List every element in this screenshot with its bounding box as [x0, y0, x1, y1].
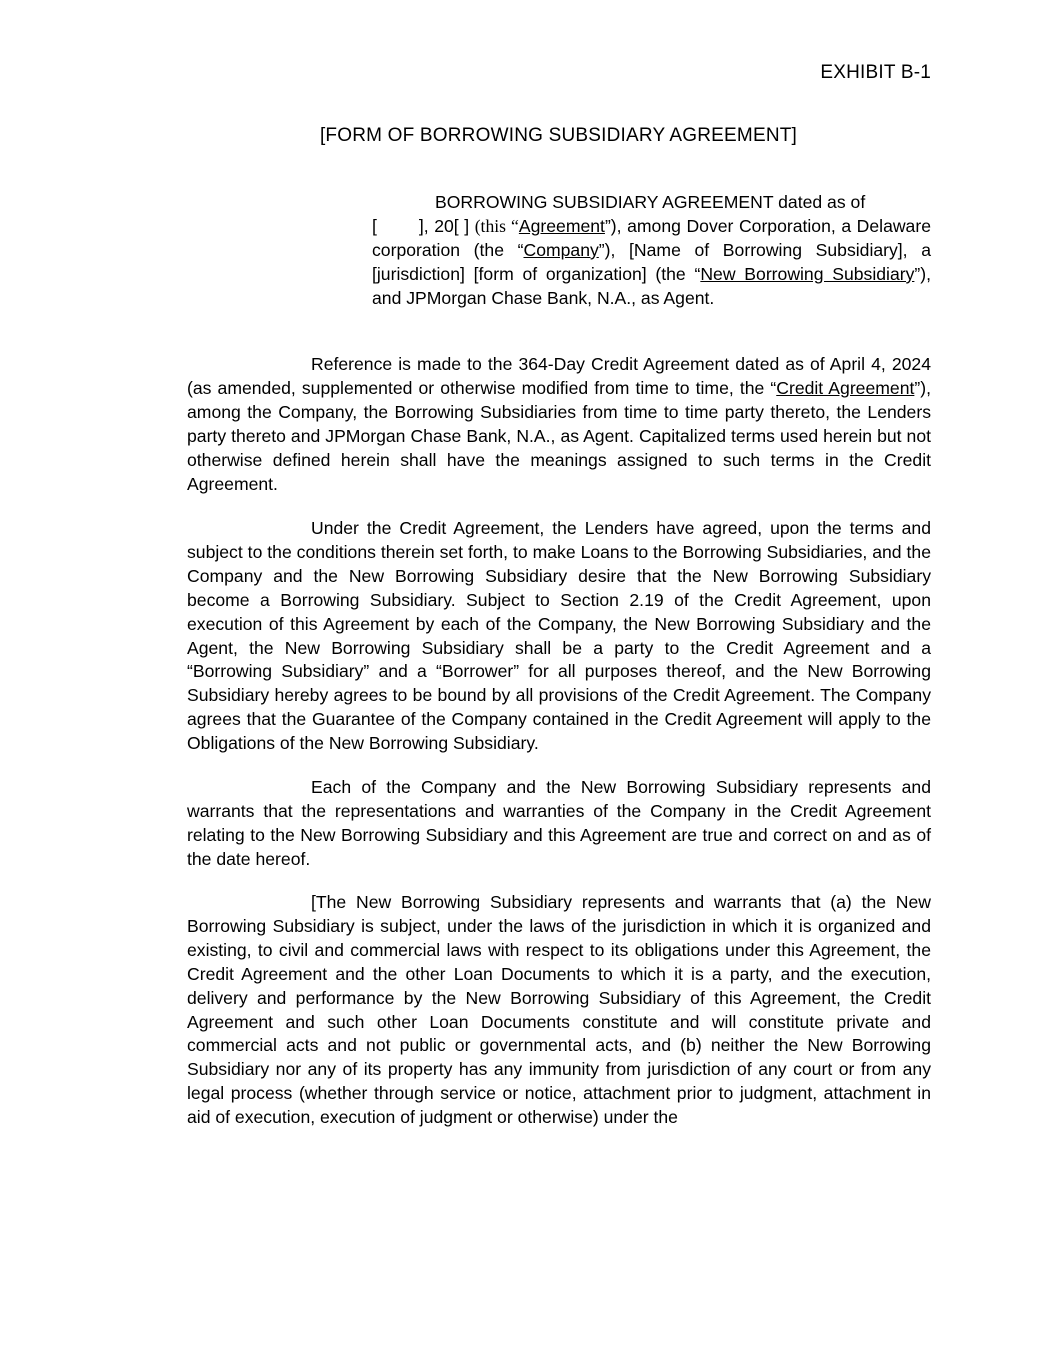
name-part-text: ”), [Name of Borrowing Subsidiary], a [jurisdiction] [form of organization] (the “: [372, 240, 931, 284]
paragraph-1-after: ”), among the Company, the Borrowing Subsidiaries from time to time party thereto, the Lenders party thereto and JPMorgan Chase Bank, N.A., as Agent. Capitalized terms used herein but not otherwise defined herein shall have the meanings assigned to such terms in the Credit Agreement.: [187, 377, 931, 494]
agreement-intro-block: [372, 190, 931, 310]
agreement-term: Agreement: [518, 216, 605, 236]
intro-tail-text: ”), and JPMorgan Chase Bank, N.A., as Agent.: [372, 264, 932, 308]
paragraph-reference: [187, 353, 931, 496]
paragraph-4-text: [The New Borrowing Subsidiary represents and warrants that (a) the New Borrowing Subsidiary is subject, under the laws of the jurisdiction in which it is organized and existing, to civil and commercial laws with respect to its obligations under this Agreement, the Credit Agreement and the other Loan Documents to which it is a party, and the execution, delivery and performance by the New Borrowing Subsidiary of this Agreement, the Credit Agreement and such other Loan Documents constitute and will constitute private and commercial acts and not public or governmental acts, and (b) neither the New Borrowing Subsidiary nor any of its property has any immunity from jurisdiction of any court or from any legal process (whether through service or notice, attachment prior to judgment, attachment in aid of execution, execution of judgment or otherwise) under the: [187, 892, 931, 1128]
date-bracket-open: [: [372, 216, 377, 236]
paragraph-2-text: Under the Credit Agreement, the Lenders have agreed, upon the terms and subject to the conditions therein set forth, to make Loans to the Borrowing Subsidiaries, and the Company and the New Borrowing Subsidiary desire that the New Borrowing Subsidiary become a Borrowing Subsidiary. Subject to Section 2.19 of the Credit Agreement, upon execution of this Agreement by each of the Company, the New Borrowing Subsidiary and the Agent, the New Borrowing Subsidiary shall be a party to the Credit Agreement and a “Borrowing Subsidiary” and a “Borrower” for all purposes thereof, and the New Borrowing Subsidiary hereby agrees to be bound by all provisions of the Credit Agreement. The Company agrees that the Guarantee of the Company contained in the Credit Agreement will apply to the Obligations of the New Borrowing Subsidiary.: [187, 518, 931, 754]
paragraph-representations: [187, 776, 931, 872]
paragraph-immunity: [187, 891, 931, 1130]
new-subsidiary-term: New Borrowing Subsidiary: [700, 264, 915, 284]
company-term: Company: [523, 240, 599, 260]
credit-agreement-term: Credit Agreement: [776, 377, 915, 398]
intro-title: BORROWING SUBSIDIARY AGREEMENT dated as of: [435, 192, 866, 212]
exhibit-label: EXHIBIT B-1: [820, 62, 931, 83]
paragraph-text: [187, 353, 931, 496]
paragraph-1-before: Reference is made to the 364-Day Credit Agreement dated as of April 4, 2024 (as amended, supplemented or otherwise modified from time to time, the “: [187, 354, 931, 398]
paragraph-under-credit-agreement: [187, 517, 931, 756]
paragraph-3-text: Each of the Company and the New Borrowing Subsidiary represents and warrants that the representations and warranties of the Company in the Credit Agreement relating to the New Borrowing Subsidiary and this Agreement are true and correct on and as of the date hereof.: [187, 777, 931, 869]
date-tail: ], 20[ ]: [418, 216, 470, 236]
among-company-text: ”), among Dover Corporation, a Delaware corporation (the “: [372, 216, 931, 260]
this-prefix: (this “: [474, 216, 519, 236]
form-title: [FORM OF BORROWING SUBSIDIARY AGREEMENT]: [319, 125, 798, 146]
